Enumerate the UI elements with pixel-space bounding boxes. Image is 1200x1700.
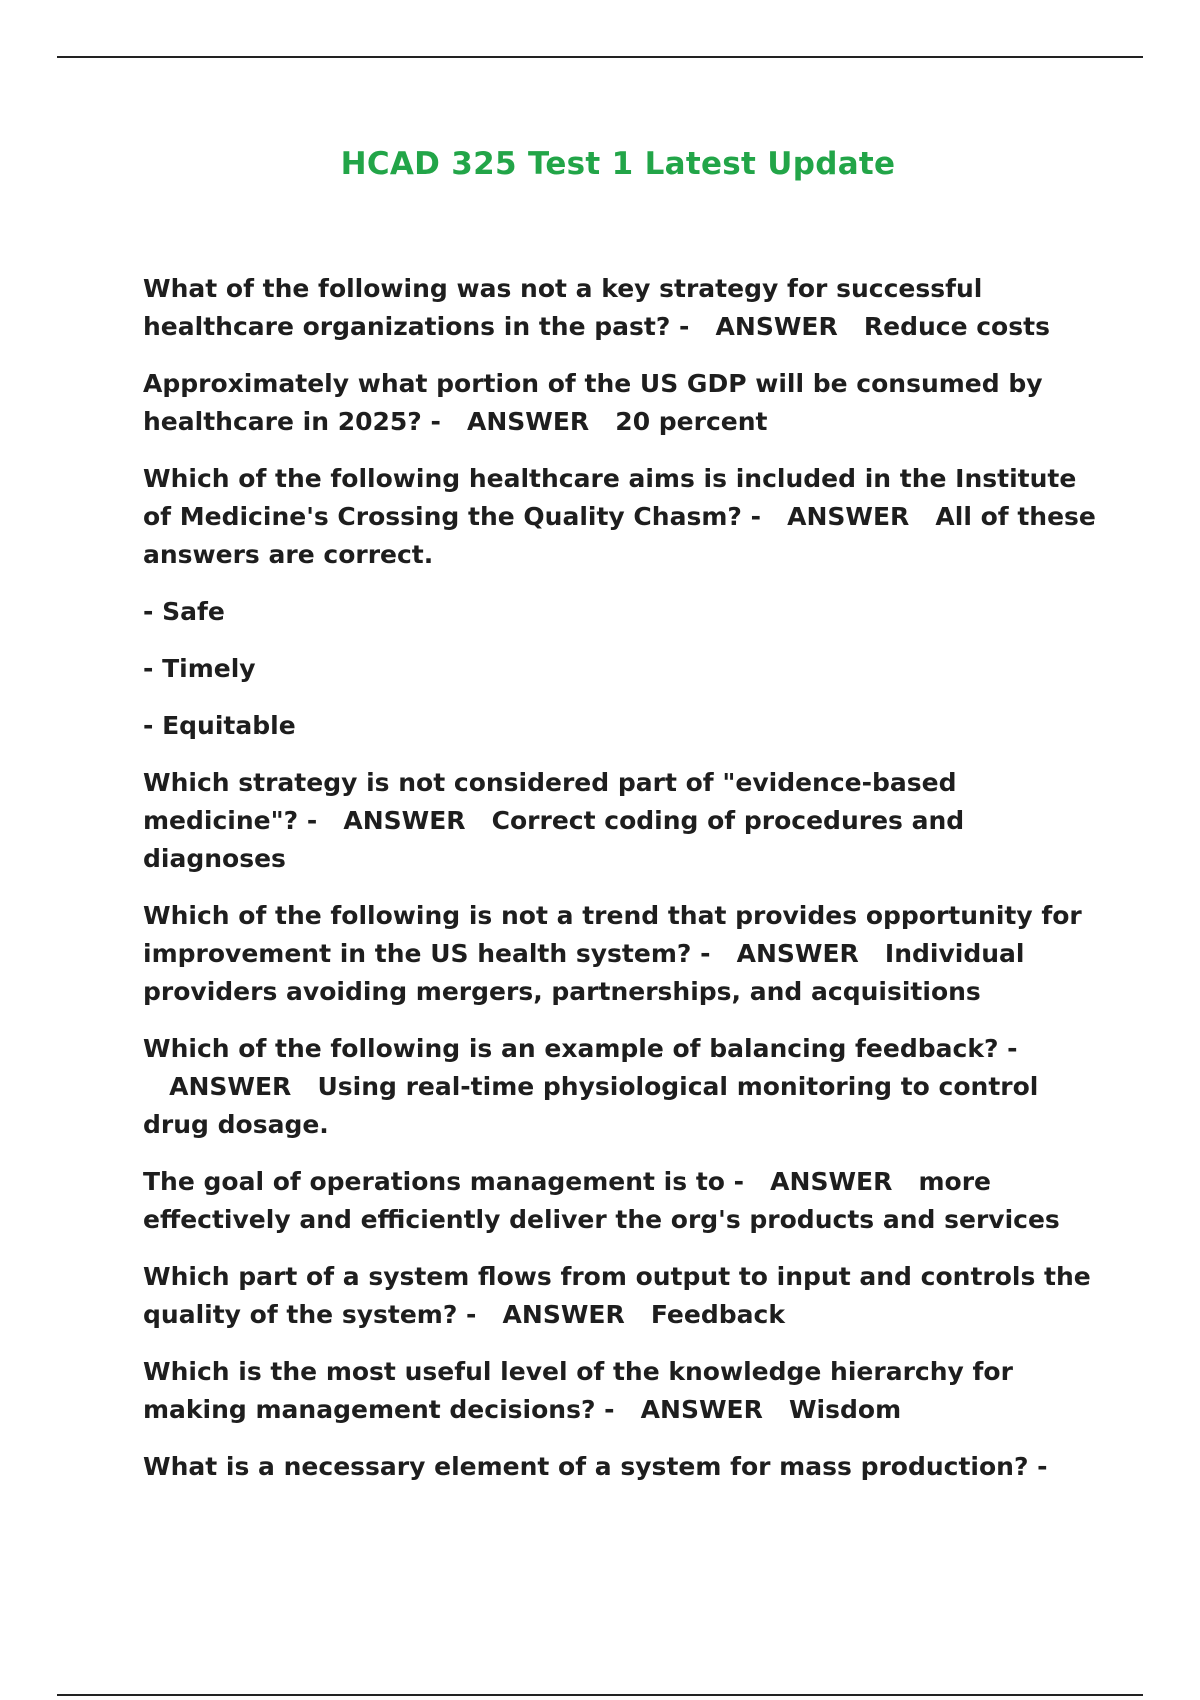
qa-item: [143, 1030, 1103, 1144]
answer-text: All of these answers are correct.: [143, 502, 1096, 569]
bullet-item: - Safe: [143, 597, 225, 626]
answer-label: ANSWER: [502, 1300, 625, 1329]
question-text: What is a necessary element of a system for mass production? -: [143, 1452, 1048, 1481]
question-text: What of the following was not a key strategy for successful healthcare organizations in the past? -: [143, 274, 983, 341]
answer-label: ANSWER: [715, 312, 838, 341]
qa-item: [143, 270, 1103, 346]
qa-item: [143, 365, 1103, 441]
answer-text: Reduce costs: [863, 312, 1050, 341]
question-text: Approximately what portion of the US GDP will be consumed by healthcare in 2025? -: [143, 369, 1043, 436]
qa-item: [143, 764, 1103, 878]
document-title: HCAD 325 Test 1 Latest Update: [340, 146, 896, 182]
answer-text: Wisdom: [788, 1395, 902, 1424]
document-body: [143, 270, 1103, 1505]
qa-item: [143, 1258, 1103, 1334]
question-text: Which is the most useful level of the knowledge hierarchy for making management decisions? -: [143, 1357, 1013, 1424]
answer-label: ANSWER: [770, 1167, 893, 1196]
answer-label: ANSWER: [343, 806, 466, 835]
answer-label: ANSWER: [169, 1072, 292, 1101]
question-text: Which of the following is not a trend that provides opportunity for improvement in the US health system? -: [143, 901, 1082, 968]
qa-item: [143, 460, 1103, 574]
answer-text: more effectively and efficiently deliver the org's products and services: [143, 1167, 1060, 1234]
qa-item: [143, 897, 1103, 1011]
question-text: The goal of operations management is to -: [143, 1167, 745, 1196]
answer-text: Feedback: [650, 1300, 785, 1329]
question-text: Which of the following healthcare aims is included in the Institute of Medicine's Crossing the Quality Chasm? -: [143, 464, 1077, 531]
answer-label: ANSWER: [787, 502, 910, 531]
answer-label: ANSWER: [466, 407, 590, 436]
answer-text: 20 percent: [615, 407, 768, 436]
question-text: Which strategy is not considered part of "evidence-based medicine"? -: [143, 768, 957, 835]
bullet-item: - Timely: [143, 654, 256, 683]
question-text: Which part of a system flows from output to input and controls the quality of the system? -: [143, 1262, 1091, 1329]
question-text: Which of the following is an example of balancing feedback? -: [143, 1034, 1018, 1063]
top-rule: [57, 56, 1143, 58]
answer-text: Using real-time physiological monitoring to control drug dosage.: [143, 1072, 1039, 1139]
bullet-item: - Equitable: [143, 711, 296, 740]
bottom-rule: [57, 1694, 1143, 1696]
answer-label: ANSWER: [640, 1395, 763, 1424]
qa-item: [143, 1448, 1103, 1486]
qa-item: [143, 1163, 1103, 1239]
answer-text: Individual providers avoiding mergers, partnerships, and acquisitions: [143, 939, 1025, 1006]
answer-label: ANSWER: [736, 939, 859, 968]
answer-text: Correct coding of procedures and diagnoses: [143, 806, 965, 873]
qa-item: [143, 1353, 1103, 1429]
